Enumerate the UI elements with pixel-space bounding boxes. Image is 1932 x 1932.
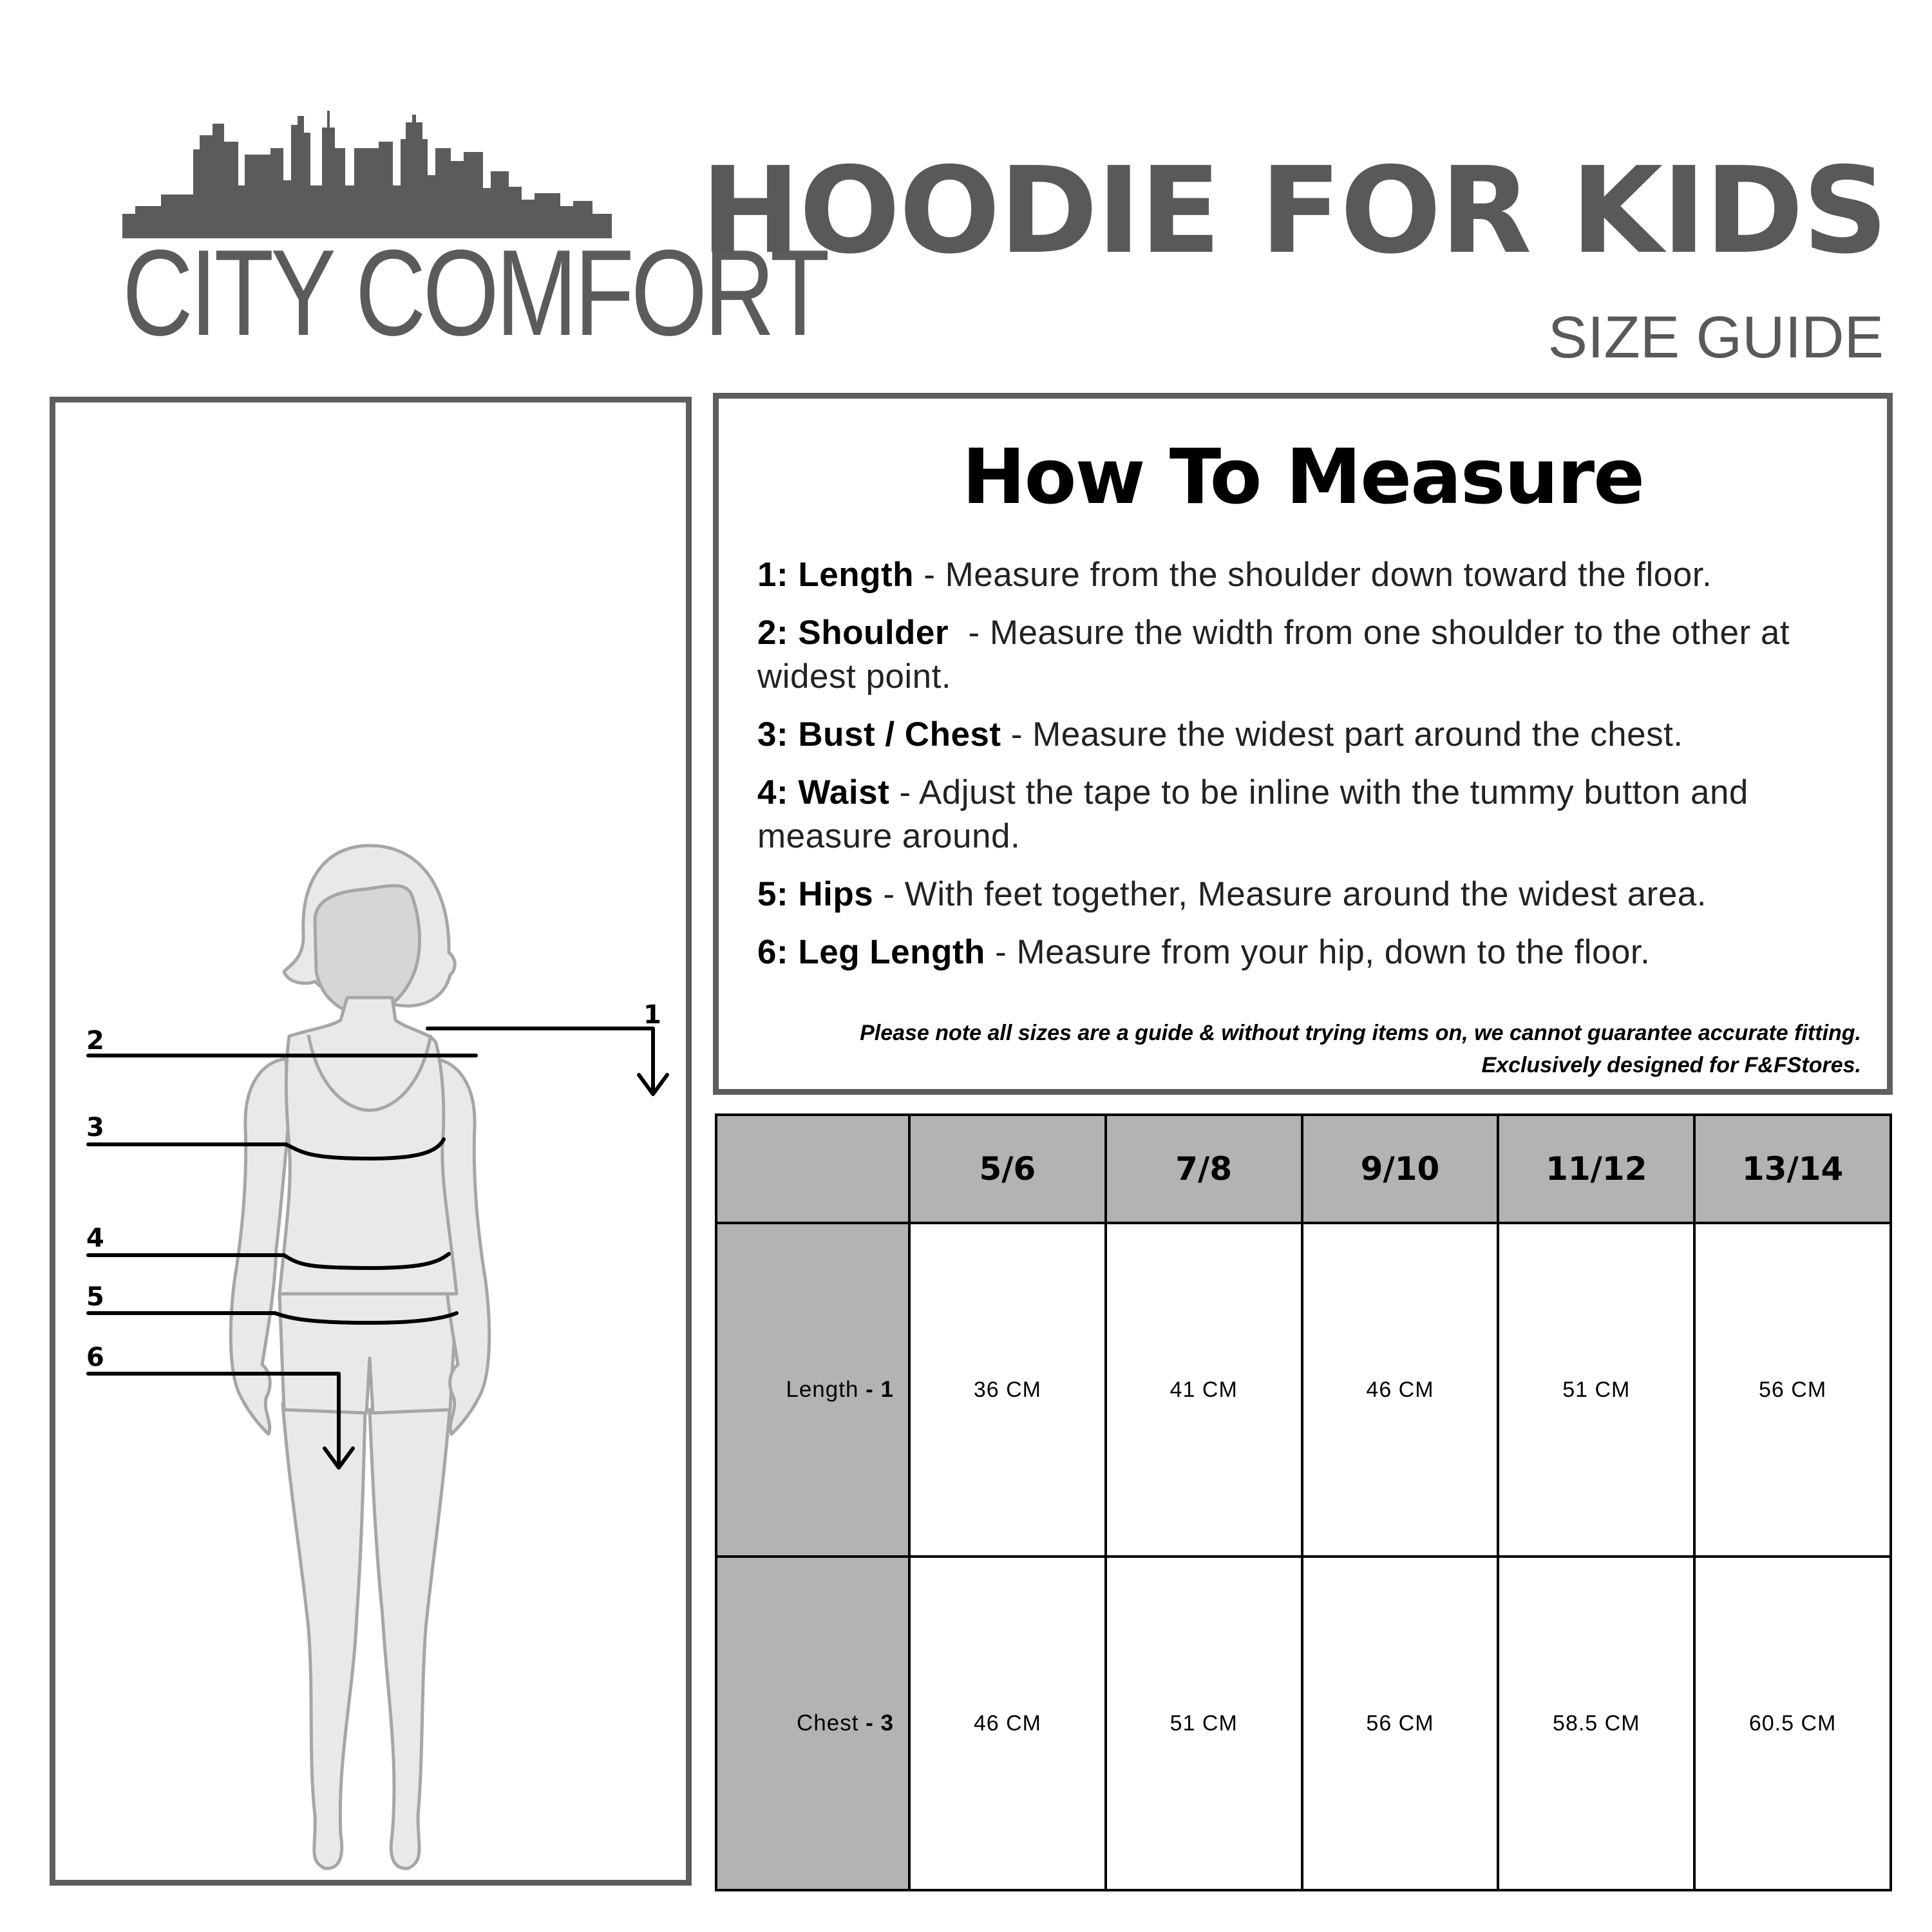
brand-logo (122, 109, 827, 367)
table-corner-cell (716, 1115, 909, 1223)
step-label: 5: Hips (757, 875, 874, 913)
step-label: 2: Shoulder (757, 614, 949, 652)
step-text: - With feet together, Measure around the widest area. (873, 875, 1707, 913)
city-skyline-icon (122, 109, 612, 238)
page-title: HOODIE FOR KIDS (700, 141, 1887, 280)
size-table (715, 1113, 1892, 1891)
table-cell: 56 CM (1694, 1223, 1891, 1557)
marker-4: 4 (86, 1224, 104, 1253)
size-header: 7/8 (1106, 1115, 1302, 1223)
step-shoulder (757, 611, 1839, 699)
brand-name: CITY COMFORT (122, 225, 827, 361)
table-cell: 56 CM (1302, 1557, 1499, 1890)
step-label: 6: Leg Length (757, 933, 985, 971)
how-to-measure-panel (713, 393, 1893, 1095)
table-cell: 41 CM (1106, 1223, 1302, 1557)
marker-2: 2 (86, 1026, 104, 1056)
page-subtitle: SIZE GUIDE (1548, 305, 1884, 370)
how-to-measure-title: How To Measure (961, 432, 1644, 521)
step-chest (757, 713, 1839, 757)
table-header-row (716, 1115, 1891, 1223)
size-header: 13/14 (1694, 1115, 1891, 1223)
step-label: 1: Length (757, 556, 914, 594)
step-text: - Measure from the shoulder down toward the floor. (913, 556, 1712, 594)
step-text: - Measure from your hip, down to the floor. (985, 933, 1651, 971)
child-silhouette-icon (55, 402, 697, 1891)
step-leg-length (757, 931, 1839, 974)
size-header: 11/12 (1498, 1115, 1694, 1223)
marker-5: 5 (86, 1282, 104, 1312)
exclusive-note: Exclusively designed for F&FStores. (1481, 1053, 1861, 1077)
row-label (716, 1557, 909, 1890)
step-waist (757, 771, 1839, 858)
row-label-text: Length (786, 1377, 859, 1402)
table-cell: 51 CM (1106, 1557, 1302, 1890)
step-hips (757, 873, 1839, 916)
marker-3: 3 (86, 1113, 104, 1142)
step-text: - Measure the widest part around the chest. (1001, 715, 1683, 753)
disclaimer-line: Please note all sizes are a guide & without trying items on, we cannot guarantee accurate fitting. (860, 1021, 1861, 1045)
table-cell: 46 CM (1302, 1223, 1499, 1557)
table-cell: 60.5 CM (1694, 1557, 1891, 1890)
measurement-figure-panel (50, 397, 692, 1886)
step-text: - Adjust the tape to be inline with the tummy button and measure around. (757, 773, 1748, 855)
step-label: 4: Waist (757, 773, 890, 811)
table-cell: 51 CM (1498, 1223, 1694, 1557)
table-cell: 46 CM (909, 1557, 1106, 1890)
row-label-ref: - 1 (858, 1377, 894, 1402)
marker-1: 1 (643, 1000, 661, 1030)
fitting-disclaimer (860, 1017, 1861, 1081)
table-row (716, 1557, 1891, 1890)
size-header: 5/6 (909, 1115, 1106, 1223)
table-cell: 36 CM (909, 1223, 1106, 1557)
row-label-text: Chest (796, 1710, 859, 1736)
marker-6: 6 (86, 1343, 104, 1372)
step-text: - Measure the width from one shoulder to the other at widest point. (757, 614, 1800, 696)
table-cell: 58.5 CM (1498, 1557, 1694, 1890)
size-header: 9/10 (1302, 1115, 1499, 1223)
step-label: 3: Bust / Chest (757, 715, 1001, 753)
measure-steps (757, 553, 1839, 989)
row-label-ref: - 3 (858, 1710, 894, 1736)
table-row (716, 1223, 1891, 1557)
step-length (757, 553, 1839, 597)
row-label (716, 1223, 909, 1557)
